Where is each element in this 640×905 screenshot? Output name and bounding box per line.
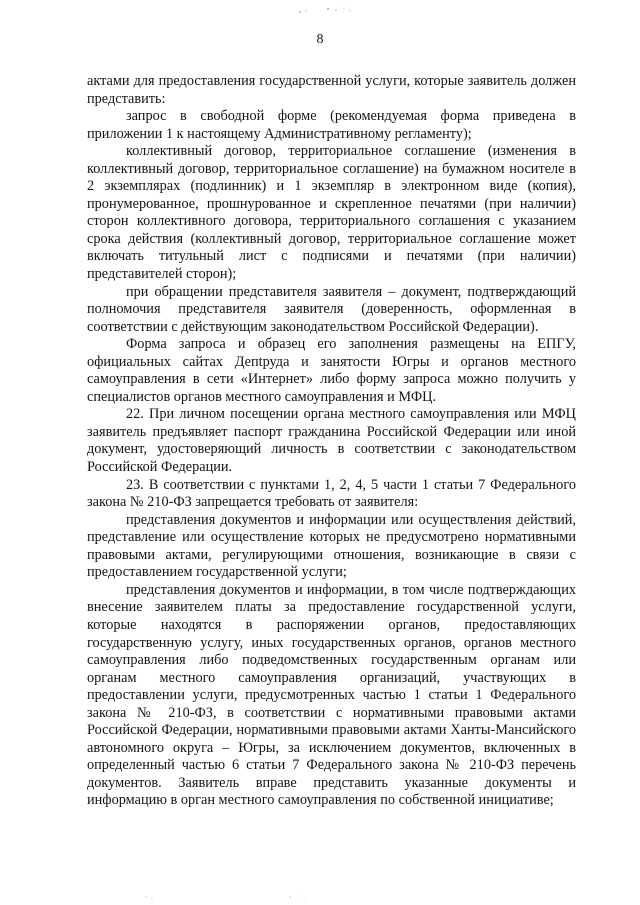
paragraph-request-form: запрос в свободной форме (рекомендуемая форма приведена в приложении 1 к настоящему Административному регламенту); (87, 108, 576, 142)
scan-noise-bottom (140, 893, 380, 901)
paragraph-item-22: 22. При личном посещении органа местного самоуправления или МФЦ заявитель предъявляет паспорт гражданина Российской Федерации или иной документ, удостоверяющий личность в соответствии с законодательством Российской Федерации. (87, 406, 576, 476)
paragraph-item-23: 23. В соответствии с пунктами 1, 2, 4, 5 части 1 статьи 7 Федерального закона № 210-ФЗ запрещается требовать от заявителя: (87, 476, 576, 511)
paragraph-collective-agreement: коллективный договор, территориальное соглашение (изменения в коллективный договор, территориальное соглашение) на бумажном носителе в 2 экземплярах (подлинник) и 1 экземпляр в электронном виде (копия), пронумерованное, прошнурованное и скрепленное печатями (при наличии) сторон коллективного договора, территориального соглашения с указанием срока действия (коллективный договор, территориальное соглашение может включать титульный лист с подписями и печатями (при наличии) представителей сторон); (87, 143, 576, 283)
paragraph-prohibition-documents: представления документов и информации, в том числе подтверждающих внесение заявителем платы за предоставление государственной услуги, которые находятся в распоряжении органов, предоставляющих государственную услугу, иных государственных органов, органов местного самоуправления либо подведомственных государственным органам или органам местного самоуправления организаций, участвующих в предоставлении услуги, предусмотренных частью 1 статьи 1 Федерального закона № 210-ФЗ, в соответствии с нормативными правовыми актами Российской Федерации, нормативными правовыми актами Ханты-Мансийского автономного округа – Югры, за исключением документов, включенных в определенный частью 6 статьи 7 Федерального закона № 210-ФЗ перечень документов. Заявитель вправе представить указанные документы и информацию в орган местного самоуправления по собственной инициативе; (87, 581, 576, 809)
paragraph-form-availability: Форма запроса и образец его заполнения размещены на ЕПГУ, официальных сайтах Депtруда и занятости Югры и органов местного самоуправления в сети «Интернет» либо форму запроса можно получить у специалистов органов местного самоуправления и МФЦ. (87, 336, 576, 405)
paragraph-representative-document: при обращении представителя заявителя – документ, подтверждающий полномочия представителя заявителя (доверенность, оформленная в соответствии с действующим законодательством Российской Федерации). (87, 283, 576, 335)
page-number: 8 (316, 32, 324, 47)
paragraph-prohibition-actions: представления документов и информации или осуществления действий, представление или осуществление которых не предусмотрено нормативными правовыми актами, регулирующими отношения, возникающие в связи с предоставлением государственной услуги; (87, 511, 576, 581)
scan-noise-top (292, 6, 362, 16)
paragraph-continuation: актами для предоставления государственной услуги, которые заявитель должен представить: (87, 73, 576, 107)
document-body (87, 73, 576, 810)
